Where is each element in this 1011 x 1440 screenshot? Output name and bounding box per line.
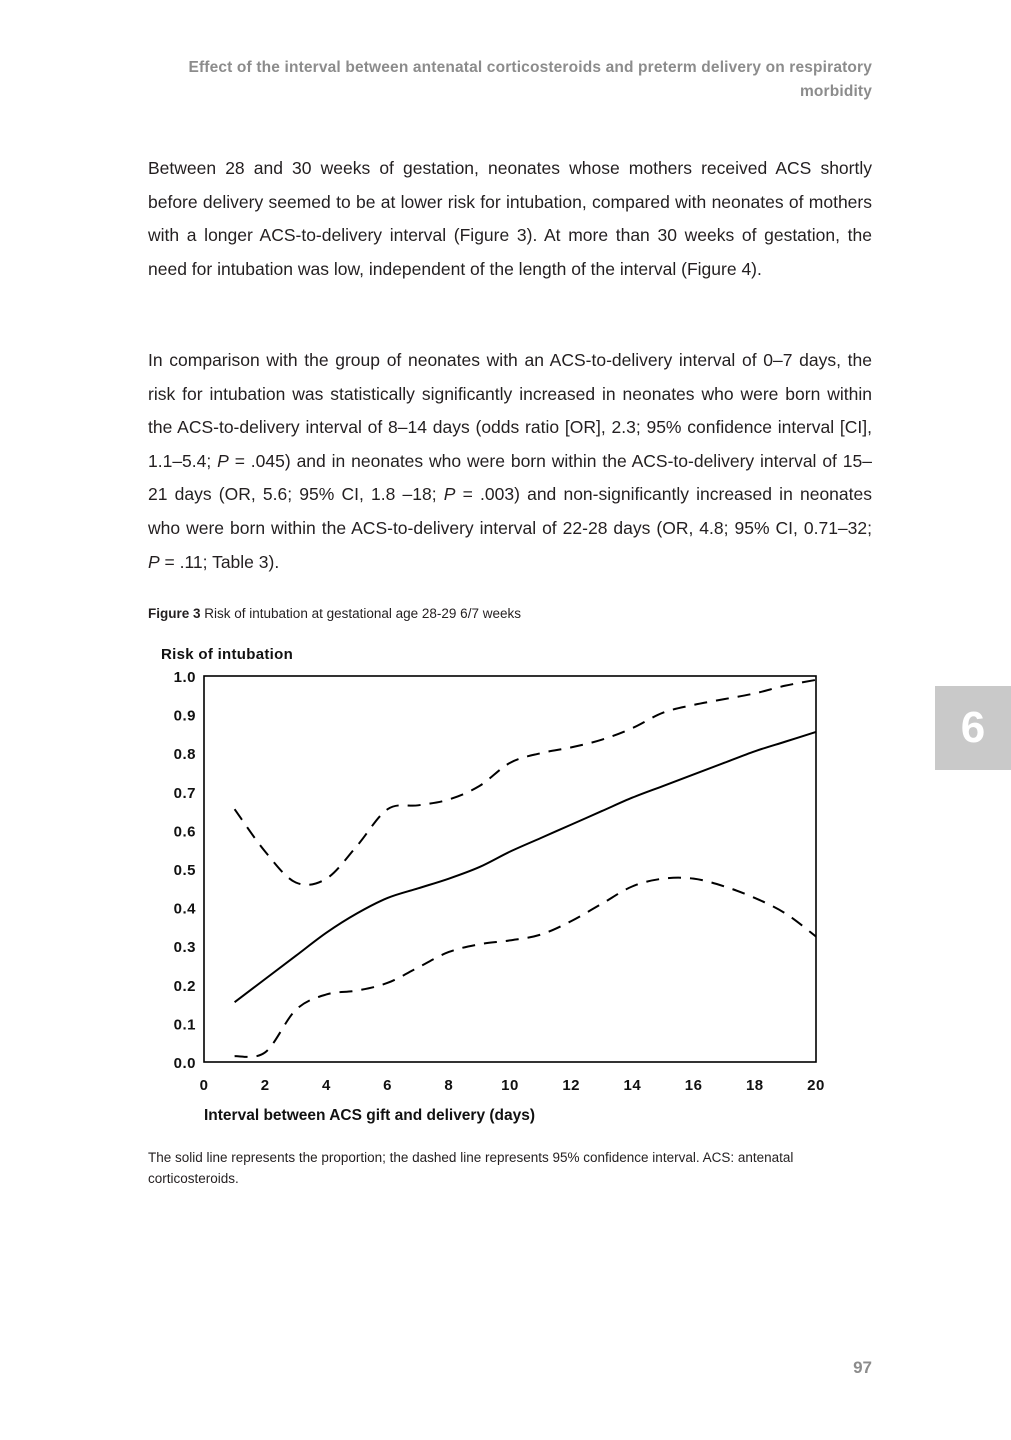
svg-text:0.3: 0.3 [173, 939, 196, 957]
running-head: Effect of the interval between antenatal corticosteroids and preterm delivery on respiratory morbidity [188, 59, 872, 101]
p2-seg-4: = .11; Table 3). [159, 551, 280, 572]
page-number: 97 [853, 1358, 872, 1377]
svg-text:0.0: 0.0 [173, 1055, 196, 1072]
paragraph-1-text: Between 28 and 30 weeks of gestation, neonates whose mothers received ACS shortly before delivery seemed to be at lower risk for intubation, compared with neonates of mothers with a longer ACS-to-delivery interval (Figure 3). At more than 30 weeks of gestation, the need for intubation was low, independent of the length of the interval (Figure 4). [148, 158, 872, 279]
p2-seg-1: In comparison with the group of neonates with an ACS-to-delivery interval of 0–7 days, the risk for intubation was statistically significantly increased in neonates who were born within the ACS-to-delivery interval of 8–14 days (odds ratio [OR], 2.3; 95% confidence interval [CI], 1.1–5.4; [148, 350, 872, 471]
svg-text:0.4: 0.4 [173, 900, 196, 918]
svg-text:2: 2 [260, 1077, 270, 1094]
svg-text:6: 6 [383, 1077, 393, 1094]
svg-text:0: 0 [199, 1077, 209, 1094]
svg-text:0.9: 0.9 [173, 707, 196, 725]
svg-text:0.6: 0.6 [173, 823, 196, 841]
svg-text:18: 18 [745, 1077, 764, 1094]
p2-seg-2: = .045) and in neonates who were born within the ACS-to-delivery interval of 15–21 days (OR, 5.6; 95% CI, 1.8 –18; [148, 450, 872, 505]
p2-italic-1: P [217, 450, 229, 471]
svg-text:16: 16 [684, 1077, 703, 1094]
chart-title: Risk of intubation [161, 646, 294, 663]
svg-text:10: 10 [501, 1077, 519, 1094]
svg-text:14: 14 [623, 1077, 642, 1094]
paragraph-2-text [148, 344, 872, 579]
x-axis-ticks [200, 1077, 825, 1094]
p2-italic-3: P [148, 551, 160, 572]
svg-text:0.7: 0.7 [173, 784, 196, 802]
y-axis-ticks [174, 669, 197, 1072]
svg-text:4: 4 [321, 1077, 331, 1094]
svg-text:1.0: 1.0 [173, 669, 196, 686]
figure-note: The solid line represents the proportion; the dashed line represents 95% confidence interval. ACS: antenatal corticosteroids. [148, 1150, 794, 1186]
figure-caption-label: Figure 3 [148, 606, 201, 621]
svg-text:0.5: 0.5 [173, 862, 196, 879]
chapter-tab: 6 [935, 686, 1011, 770]
svg-text:20: 20 [807, 1077, 825, 1094]
figure-caption [148, 604, 872, 624]
figure-caption-text: Risk of intubation at gestational age 28-29 6/7 weeks [200, 606, 521, 621]
figure-3 [148, 636, 872, 1136]
plot-frame [204, 676, 816, 1062]
chart-canvas [148, 662, 872, 1132]
svg-text:12: 12 [562, 1077, 581, 1094]
svg-text:0.8: 0.8 [173, 746, 196, 764]
svg-text:0.2: 0.2 [173, 977, 196, 995]
x-axis-title: Interval between ACS gift and delivery (days) [204, 1107, 536, 1124]
p2-seg-3: = .003) and non-significantly increased in neonates who were born within the ACS-to-delivery interval of 22-28 days (OR, 4.8; 95% CI, 0.71–32; [148, 484, 872, 538]
paragraph-2 [148, 344, 872, 579]
svg-text:0.1: 0.1 [173, 1016, 196, 1034]
paragraph-1 [148, 152, 872, 286]
svg-text:8: 8 [444, 1077, 454, 1094]
p2-italic-2: P [443, 484, 456, 505]
